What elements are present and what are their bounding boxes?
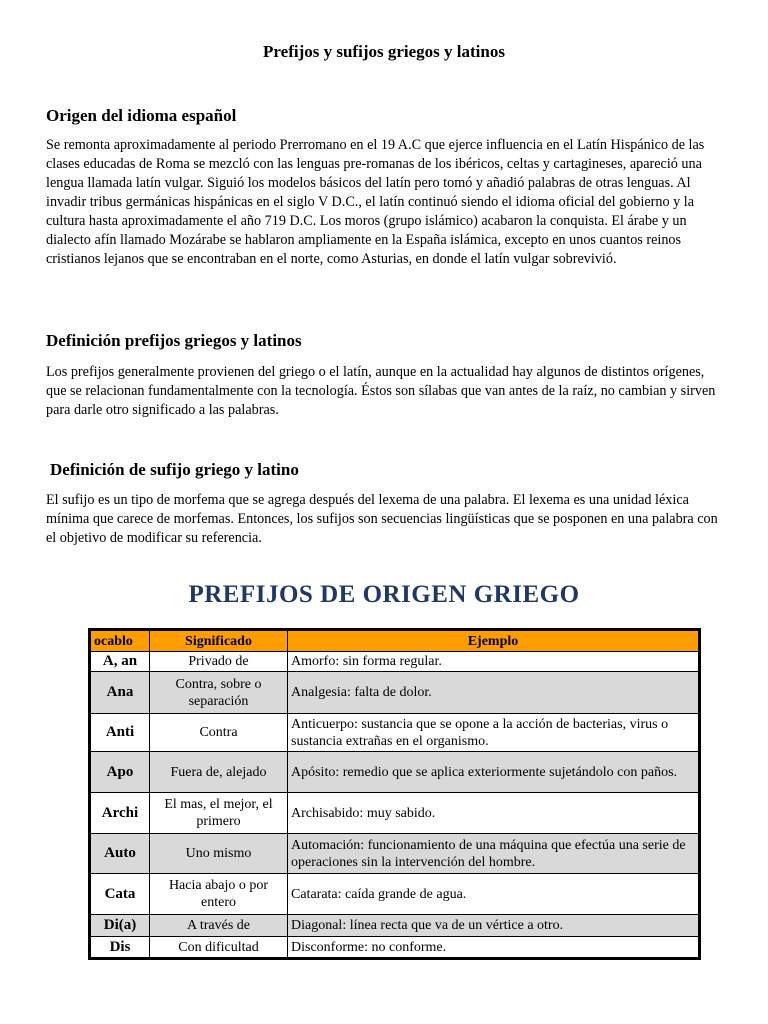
- section-heading-prefijos: Definición prefijos griegos y latinos: [46, 331, 302, 350]
- cell-ejemplo: Diagonal: línea recta que va de un vértice a otro.: [288, 915, 700, 937]
- section-text-origen: Se remonta aproximadamente al periodo Prerromano en el 19 A.C que ejerce influencia en el Latín Hispánico de las clases educadas de Roma se mezcló con las lenguas pre-romanas de los ibéricos, celtas y cartagineses, apareció una lengua llamada latín vulgar. Siguió los modelos básicos del latín pero tomó y añadió palabras de otras lenguas. Al invadir tribus germánicas hispánicas en el siglo V D.C., el latín continuó siendo el idioma oficial del gobierno y la cultura hasta aproximadamente el año 719 D.C. Los moros (grupo islámico) acabaron la conquista. El árabe y un dialecto afín llamado Mozárabe se hablaron ampliamente en la España islámica, excepto en unos cuantos reinos cristianos lejanos que se encontraban en el norte, como Asturias, en donde el latín vulgar sobrevivió.: [46, 137, 705, 267]
- cell-vocablo: Di(a): [90, 915, 150, 937]
- section-text-prefijos: Los prefijos generalmente provienen del griego o el latín, aunque en la actualidad hay algunos de distintos orígenes, que se relacionan fundamentalmente con la tecnología. Éstos son sílabas que van antes de la raíz, no cambian y sirven para darle otro significado a las palabras.: [46, 364, 716, 418]
- table-row: [90, 874, 700, 915]
- cell-significado: Con dificultad: [150, 937, 288, 959]
- section-heading-sufijos: Definición de sufijo griego y latino: [50, 460, 299, 479]
- cell-vocablo: Ana: [90, 672, 150, 714]
- cell-ejemplo: Apósito: remedio que se aplica exteriormente sujetándolo con paños.: [288, 752, 700, 793]
- cell-significado: Uno mismo: [150, 834, 288, 874]
- cell-ejemplo: Anticuerpo: sustancia que se opone a la acción de bacterias, virus o sustancia extrañas en el organismo.: [288, 714, 700, 752]
- table-title: PREFIJOS DE ORIGEN GRIEGO: [188, 581, 580, 608]
- cell-ejemplo: Disconforme: no conforme.: [288, 937, 700, 959]
- cell-ejemplo: Automación: funcionamiento de una máquina que efectúa una serie de operaciones sin la intervención del hombre.: [288, 834, 700, 874]
- table-row: [90, 752, 700, 793]
- cell-significado: Privado de: [150, 652, 288, 672]
- cell-significado: Fuera de, alejado: [150, 752, 288, 793]
- document-title: Prefijos y sufijos griegos y latinos: [263, 42, 505, 61]
- cell-vocablo: Dis: [90, 937, 150, 959]
- column-header-vocablo: ocablo: [90, 630, 150, 652]
- column-header-ejemplo: Ejemplo: [288, 630, 700, 652]
- cell-ejemplo: Analgesia: falta de dolor.: [288, 672, 700, 714]
- cell-ejemplo: Archisabido: muy sabido.: [288, 793, 700, 834]
- cell-vocablo: Anti: [90, 714, 150, 752]
- table-row: [90, 714, 700, 752]
- cell-significado: Hacia abajo o por entero: [150, 874, 288, 915]
- cell-significado: Contra, sobre o separación: [150, 672, 288, 714]
- section-text-sufijos: El sufijo es un tipo de morfema que se agrega después del lexema de una palabra. El lexema es una unidad léxica mínima que carece de morfemas. Entonces, los sufijos son secuencias lingüísticas que se posponen en una palabra con el objetivo de modificar su referencia.: [46, 492, 718, 546]
- cell-significado: A través de: [150, 915, 288, 937]
- cell-vocablo: Auto: [90, 834, 150, 874]
- table-row: [90, 915, 700, 937]
- table-row: [90, 937, 700, 959]
- table-row: [90, 652, 700, 672]
- cell-vocablo: Apo: [90, 752, 150, 793]
- table-row: [90, 793, 700, 834]
- cell-ejemplo: Amorfo: sin forma regular.: [288, 652, 700, 672]
- prefix-table: [88, 628, 701, 960]
- cell-vocablo: A, an: [90, 652, 150, 672]
- section-heading-origen: Origen del idioma español: [46, 106, 237, 125]
- cell-vocablo: Archi: [90, 793, 150, 834]
- cell-ejemplo: Catarata: caída grande de agua.: [288, 874, 700, 915]
- cell-significado: Contra: [150, 714, 288, 752]
- table-header-row: [90, 630, 700, 652]
- column-header-significado: Significado: [150, 630, 288, 652]
- cell-significado: El mas, el mejor, el primero: [150, 793, 288, 834]
- table-row: [90, 834, 700, 874]
- table-row: [90, 672, 700, 714]
- cell-vocablo: Cata: [90, 874, 150, 915]
